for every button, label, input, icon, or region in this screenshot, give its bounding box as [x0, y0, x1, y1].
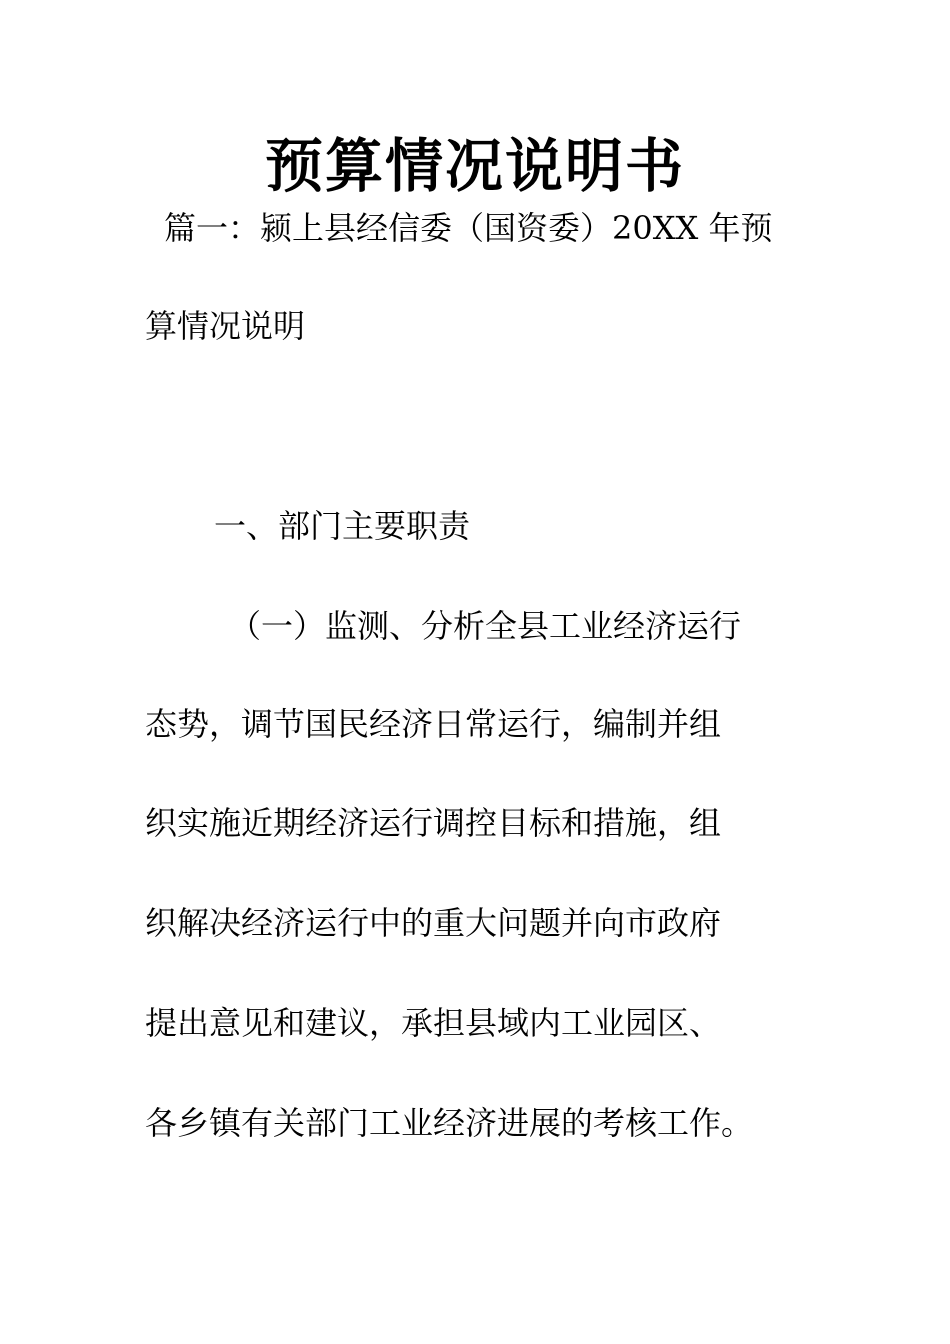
paragraph-line-1: （一）监测、分析全县工业经济运行 — [229, 607, 742, 645]
subtitle-line-1: 篇一：颍上县经信委（国资委）20XX 年预 — [164, 209, 773, 247]
paragraph-line-4: 织解决经济运行中的重大问题并向市政府 — [145, 904, 722, 942]
paragraph-line-6: 各乡镇有关部门工业经济进展的考核工作。 — [145, 1104, 754, 1142]
document-title: 预算情况说明书 — [264, 132, 685, 200]
section-heading: 一、部门主要职责 — [214, 507, 471, 545]
paragraph-line-5: 提出意见和建议，承担县域内工业园区、 — [145, 1004, 722, 1042]
subtitle-line-2: 算情况说明 — [145, 307, 306, 345]
paragraph-line-2: 态势，调节国民经济日常运行，编制并组 — [145, 705, 722, 743]
paragraph-line-3: 织实施近期经济运行调控目标和措施，组 — [145, 804, 722, 842]
